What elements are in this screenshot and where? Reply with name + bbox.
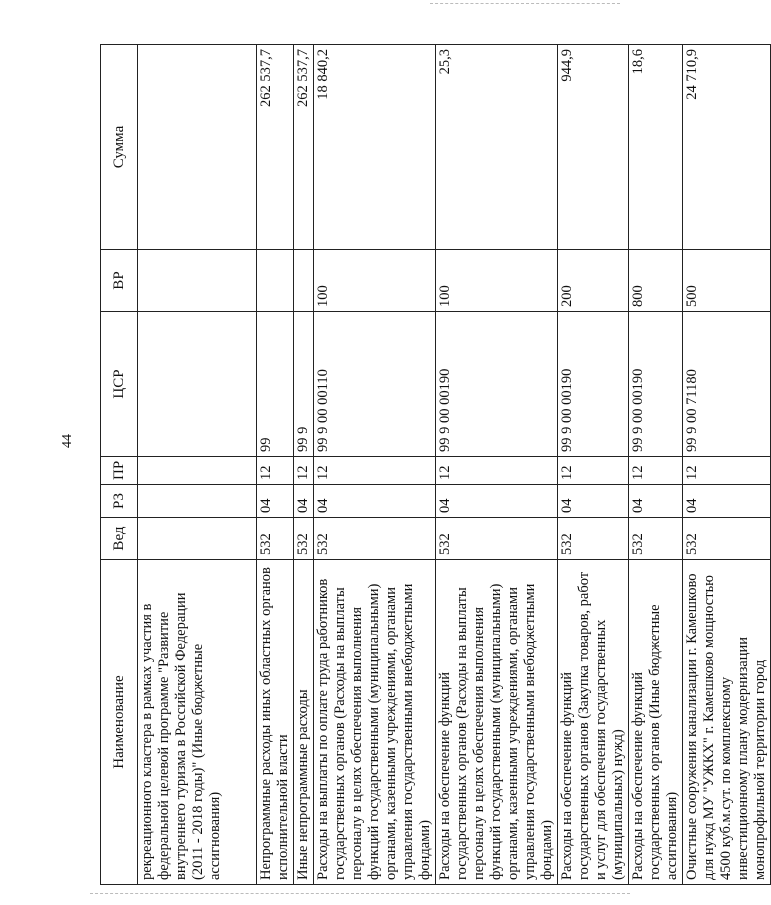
cell-sum: 262 537,7 bbox=[257, 45, 294, 250]
cell-ved: 532 bbox=[629, 518, 683, 560]
cell-vr bbox=[138, 250, 257, 312]
cell-sum: 24 710,9 bbox=[683, 45, 771, 250]
cell-csr bbox=[138, 312, 257, 457]
cell-vr: 500 bbox=[683, 250, 771, 312]
page-number: 44 bbox=[60, 434, 75, 448]
cell-vr: 800 bbox=[629, 250, 683, 312]
table-row bbox=[629, 45, 683, 885]
table-row bbox=[683, 45, 771, 885]
cell-sum: 18,6 bbox=[629, 45, 683, 250]
cell-rz: 04 bbox=[294, 485, 314, 518]
cell-name: Расходы на обеспечение функций государственных органов (Иные бюджетные ассигнования) bbox=[629, 560, 683, 885]
cell-sum: 18 840,2 bbox=[314, 45, 436, 250]
table-row bbox=[558, 45, 629, 885]
cell-name: Непрограммные расходы иных областных органов исполнительной власти bbox=[257, 560, 294, 885]
cell-rz bbox=[138, 485, 257, 518]
header-rz: РЗ bbox=[101, 485, 138, 518]
header-csr: ЦСР bbox=[101, 312, 138, 457]
cell-ved: 532 bbox=[436, 518, 558, 560]
cell-csr: 99 9 00 71180 bbox=[683, 312, 771, 457]
cell-ved bbox=[138, 518, 257, 560]
header-vr: ВР bbox=[101, 250, 138, 312]
header-sum: Сумма bbox=[101, 45, 138, 250]
cell-rz: 04 bbox=[314, 485, 436, 518]
cell-rz: 04 bbox=[436, 485, 558, 518]
cell-ved: 532 bbox=[558, 518, 629, 560]
cell-pr bbox=[138, 457, 257, 485]
cell-sum: 25,3 bbox=[436, 45, 558, 250]
cell-name: рекреационного кластера в рамках участия в федеральной целевой программе "Развитие внутреннего туризма в Российской Федерации (2011 - 2018 годы)" (Иные бюджетные ассигнования) bbox=[138, 560, 257, 885]
cell-rz: 04 bbox=[683, 485, 771, 518]
cell-rz: 04 bbox=[558, 485, 629, 518]
cell-ved: 532 bbox=[314, 518, 436, 560]
cell-csr: 99 9 bbox=[294, 312, 314, 457]
cell-sum bbox=[138, 45, 257, 250]
cell-name: Расходы на выплаты по оплате труда работников государственных органов (Расходы на выплаты персоналу в целях обеспечения выполнения функций государственными (муниципальными) органами, казенными учреждениями, органами управления государственными внебюджетными фондами) bbox=[314, 560, 436, 885]
cell-vr bbox=[294, 250, 314, 312]
scan-artifact-bottom bbox=[90, 893, 630, 894]
header-ved: Вед bbox=[101, 518, 138, 560]
cell-rz: 04 bbox=[629, 485, 683, 518]
cell-name: Очистные сооружения канализации г. Камешково для нужд МУ "УЖКХ" г. Камешково мощностью 4500 куб.м.сут. по комплексному инвестиционному плану модернизации монопрофильной территории город bbox=[683, 560, 771, 885]
cell-csr: 99 9 00 00110 bbox=[314, 312, 436, 457]
cell-pr: 12 bbox=[314, 457, 436, 485]
cell-pr: 12 bbox=[683, 457, 771, 485]
cell-csr: 99 9 00 00190 bbox=[436, 312, 558, 457]
cell-pr: 12 bbox=[629, 457, 683, 485]
cell-vr bbox=[257, 250, 294, 312]
table-row bbox=[138, 45, 257, 885]
cell-pr: 12 bbox=[436, 457, 558, 485]
cell-pr: 12 bbox=[558, 457, 629, 485]
cell-name: Иные непрограммные расходы bbox=[294, 560, 314, 885]
table-row bbox=[294, 45, 314, 885]
cell-rz: 04 bbox=[257, 485, 294, 518]
cell-ved: 532 bbox=[294, 518, 314, 560]
header-pr: ПР bbox=[101, 457, 138, 485]
table-row bbox=[257, 45, 294, 885]
cell-csr: 99 9 00 00190 bbox=[558, 312, 629, 457]
cell-sum: 944,9 bbox=[558, 45, 629, 250]
cell-csr: 99 9 00 00190 bbox=[629, 312, 683, 457]
cell-sum: 262 537,7 bbox=[294, 45, 314, 250]
cell-name: Расходы на обеспечение функций государственных органов (Закупка товаров, работ и услуг для обеспечения государственных (муниципальных) нужд) bbox=[558, 560, 629, 885]
cell-vr: 100 bbox=[314, 250, 436, 312]
scan-artifact-top bbox=[430, 3, 620, 4]
cell-ved: 532 bbox=[257, 518, 294, 560]
cell-pr: 12 bbox=[294, 457, 314, 485]
table-row bbox=[436, 45, 558, 885]
table-row bbox=[314, 45, 436, 885]
cell-ved: 532 bbox=[683, 518, 771, 560]
cell-name: Расходы на обеспечение функций государственных органов (Расходы на выплаты персоналу в целях обеспечения выполнения функций государственными (муниципальными) органами, казенными учреждениями, органами управления государственными внебюджетными фондами) bbox=[436, 560, 558, 885]
cell-pr: 12 bbox=[257, 457, 294, 485]
budget-table bbox=[100, 44, 771, 885]
cell-csr: 99 bbox=[257, 312, 294, 457]
cell-vr: 100 bbox=[436, 250, 558, 312]
cell-vr: 200 bbox=[558, 250, 629, 312]
table-header-row bbox=[101, 45, 138, 885]
rotated-page-content bbox=[100, 45, 768, 885]
header-name: Наименование bbox=[101, 560, 138, 885]
